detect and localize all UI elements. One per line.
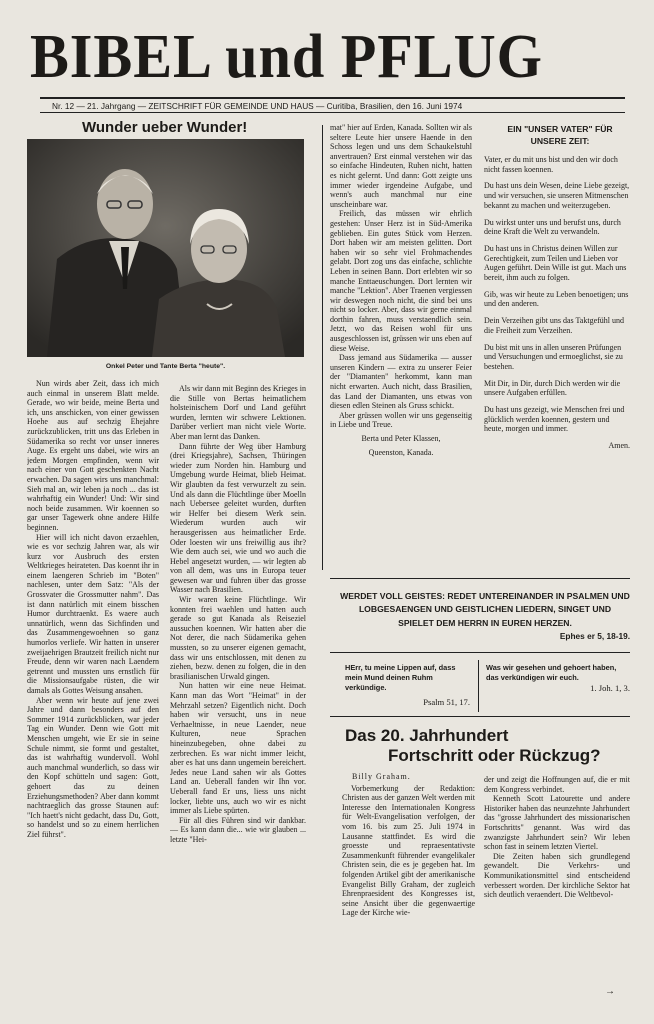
box-john-ref: 1. Joh. 1, 3. xyxy=(590,683,630,693)
poem-stanza: Du wirkst unter uns und berufst uns, durch deine Kraft die Welt zu verwandeln. xyxy=(484,217,621,237)
poem-stanza: Dein Verzeihen gibt uns das Taktgefühl und die Freiheit zum Verzeihen. xyxy=(484,316,625,335)
paragraph: Für all dies Führen sind wir dankbar. — Es kann dann die... wie wir glauben ... letzte "Hei- xyxy=(170,815,306,844)
signature-place: Queenston, Kanada. xyxy=(368,447,434,457)
paragraph: der und zeigt die Hoffnungen auf, die er mit dem Kongress verbindet. xyxy=(484,775,630,794)
column-divider xyxy=(322,125,323,570)
paragraph: Dass jemand aus Südamerika — ausser unseren Kindern — extra zu unserer Feier der "Diamanten" herkommt, kann man nicht erwarten. Auch nicht, dass Brasilien, das Land der Diamanten, uns etwas von diesen edlen Steinen als Gruss schickt. xyxy=(330,353,472,411)
poem-body xyxy=(484,155,630,555)
masthead-title: BIBEL und PFLUG xyxy=(30,23,543,91)
box-john xyxy=(486,663,630,713)
article2-title-line2: Fortschritt oder Rückzug? xyxy=(388,746,601,765)
paragraph: Nun hatten wir eine neue Heimat. Kann man das Wort "Heimat" in der Mehrzahl setzen? Eigentlich nicht. Doch haben wir versucht, uns in neue Verhaeltnisse, in neue Laender, neue Kulturen, neue Sprachen hineinzubegeben, ohne dabei zu zerbrechen. Es war nicht immer leicht, aber es hat uns dann ungemein bereichert. Jedes neue Land sahen wir als Gottes Land an. Ueberall fanden wir Ihn vor. Ueberall fand Er uns, liess uns nicht locker, liebte uns, auch wo wir es nicht immer als Liebe spürten. xyxy=(170,681,306,816)
poem-amen: Amen. xyxy=(608,441,630,451)
box-psalm-text: HErr, tu meine Lippen auf, dass mein Mund deinen Ruhm verkündige. xyxy=(345,663,456,692)
photo-image xyxy=(27,139,304,357)
paragraph: Hier will ich nicht davon erzaehlen, wie es vor sechzig Jahren war, als wir kurz vor Ausbruch des ersten Weltkrieges heirateten. Das koennt ihr in einem laengeren Schrieb im "Boten" nachlesen, unter dem Satz: "Als der Grossvater die Grossmutter nahm". Das ist dann natürlich mit einem bisschen Humor durchtraenkt. Es waere auch unnatürlich, wenn das Sichfinden und das Zusammengewoehnen so ganz humorlos verliefe. Wir hatten in unserer zweijaehrigen Brautzeit freilich nicht nur Freude, denn wir waren nach Laendern getrennt und mussten uns ernstlich für die Missionsaufgabe rüsten, die wir damals als Gottes Weisung ansahen. xyxy=(27,532,159,695)
photo-caption: Onkel Peter und Tante Berta "heute". xyxy=(105,363,226,370)
article-headline: Wunder ueber Wunder! xyxy=(82,119,248,136)
poem-stanza: Gib, was wir heute zu Leben benoetigen; uns und den anderen. xyxy=(484,289,629,309)
issue-line: Nr. 12 — 21. Jahrgang — ZEITSCHRIFT FÜR GEMEINDE UND HAUS — Curitiba, Brasilien, den 16. Juni 1974 xyxy=(52,101,463,111)
poem-stanza: Mit Dir, in Dir, durch Dich werden wir die unsere Aufgaben erfüllen. xyxy=(484,378,621,398)
section-rule xyxy=(330,652,630,653)
paragraph: mat" hier auf Erden, Kanada. Sollten wir als seltere Leute hier unsere Haende in den Schoss legen und uns dem Schaukelstuhl anvertrauen? Erst einmal verstehen wir das so einfache Hindeuten, Ruhen nicht, hatten es nicht gelernt. Und dann: Gott zeigte uns immer wieder irgendeine Aufgabe, und wenn's auch manchmal nur eine unscheinbare war. xyxy=(330,123,472,209)
box-psalm-ref: Psalm 51, 17. xyxy=(423,697,470,707)
masthead-rule-top xyxy=(40,97,625,99)
poem-stanza: Du hast uns in Christus deinen Willen zur Gerechtigkeit, zum Teilen und Lieben vor Augen geführt. Dein Wille ist gut. Mach uns bereit, ihm auch zu folgen. xyxy=(484,243,627,283)
poem-stanza: Du hast uns dein Wesen, deine Liebe gezeigt, und wir versuchen, sie unseren Mitmenschen bekannt zu machen und weiterzugeben. xyxy=(484,181,630,210)
article-column-1 xyxy=(27,379,159,989)
paragraph: Aber wenn wir heute auf jene zwei Jahre und dann besonders auf den Sommer 1914 zurückblicken, war jeder Tag ein Wunder. Denn wie Gott mit Menschen umgeht, wie Er sie in seine Schule nimmt, sie formt und gestaltet, das ist wahrhaftig wundervoll. Wohl auch manchmal wunderlich, so dass wir den Kopf schütteln und sagen: Gott, gehoert das zu deinen Erziehungsmethoden? Aber dann kommt nachtraeglich das grosse Staunen auf: "Ich haett's nicht gedacht, dass Du, Gott, so handelst und so zu einem herrlichen Ziel führst". xyxy=(27,695,159,839)
article2-column-b xyxy=(484,775,630,985)
paragraph: Aber grüssen wollen wir uns gegenseitig in Liebe und Treue. xyxy=(330,410,472,430)
article2-title-line1: Das 20. Jahrhundert xyxy=(345,726,509,745)
paragraph: Dann führte der Weg über Hamburg (drei Kriegsjahre), Sachsen, Thüringen wieder zum Norden hin. Hamburg und Umgebung wurde Heimat, blieb Heimat. Wir glaubten da fest verwurzelt zu sein. Und als dann die Flüchtlinge über Moelln nach Uebersee geleitet wurden, durften wir Helfer bei diesem Werk sein. Wiederum wurden auch wir herausgerissen aus heimatlicher Erde. Oder loesten wir uns freiwillig aus ihr? Wie dem auch sei, wie und wo auch die Hebel angesetzt wurden, — wir legten ab von all dem, was uns in Europa teuer gewesen war und fuhren über das grosse Wasser nach Brasilien. xyxy=(170,441,306,595)
poem-heading: EIN "UNSER VATER" FÜR UNSERE ZEIT: xyxy=(507,124,613,146)
article2-column-a xyxy=(342,772,475,987)
box-john-text: Was wir gesehen und gehoert haben, das verkündigen wir euch. xyxy=(486,663,617,682)
paragraph: Wir waren keine Flüchtlinge. Wir konnten frei waehlen und hatten auch gerade so gut Kanada als Reiseziel aussuchen koennen. Wir hatten aber die Not derer, die nach Südamerika gehen mussten, so zu unserer eigenen gemacht, dass wir uns entschlossen, mit denen zu ziehen, bezw. denen zu folgen, die in den brasilianischen Urwald gingen. xyxy=(170,595,306,681)
paragraph: Freilich, das müssen wir ehrlich gestehen: Unser Herz ist in Süd-Amerika geblieben. Ein gutes Stück vom Herzen. Dort haben wir am meisten gelitten. Dort haben wir so sehr viel Frohmachendes gelabt. Dort zog uns das einfache, schlichte Leben in seinen Bann. Dort erlebten wir so manche Enttaeuschungen. Dort lernten wir manche "Lektion". Aber Traenen vergiessen wir deswegen noch nicht, die sind bei uns nicht so locker. Aber, dass wir gerne einmal dorthin fahren, muss verstaendlich sein. Jetzt, wo das Reisen wohl für uns ausgeschlossen ist, grüssen wir uns eben auf diese Weise. xyxy=(330,209,472,353)
verse-reference: Ephes er 5, 18-19. xyxy=(559,630,630,641)
verse-text: WERDET VOLL GEISTES: REDET UNTEREINANDER IN PSALMEN UND LOBGESAENGEN UND GEISTLICHEN LIEDERN, SINGET UND SPIELET DEM HERRN IN EUREN HERZEN. xyxy=(340,591,630,628)
paragraph: Als wir dann mit Beginn des Krieges in die Stille von Bertas heimatlichem holsteinischem Dorf und Land geführt wurden, lernten wir schwere Lektionen. Darüber verliert man nicht viele Worte. Aber man lernt das Danken. xyxy=(170,384,306,441)
paragraph: Nun wirds aber Zeit, dass ich mich auch einmal in unserem Blatt melde. Gerade, wo wir beide, meine Berta und ich, uns anschicken, von einer gewissen Hoehe aus auf sechzig Ehejahre zurückzublicken, tritt uns das Erleben in Südamerika so recht vor unser inneres Auge. Es ergeht uns dabei, wie wirs an jedem Morgen empfinden, wenn wir nach einer von Gott geschenkten Nacht erwachen. Da sagen wirs uns manchmal: Sieh mal an, wir leben ja noch ... das ist wahrhaftig ein Wunder! Und: Wir sind noch beide zusammen. Wir koennen so gar unser Tagewerk ohne andere Hilfe beginnen. xyxy=(27,379,159,532)
poem-stanza: Du bist mit uns in allen unseren Prüfungen und Versuchungen und ermoeglichst, sie zu bestehen. xyxy=(484,342,623,371)
signature-names: Berta und Peter Klassen, xyxy=(361,434,441,443)
poem-stanza: Du hast uns gezeigt, wie Menschen frei und glücklich werden koennen, gestern und heute, morgen und immer. xyxy=(484,405,625,434)
article2-author: Billy Graham. xyxy=(352,772,411,781)
scripture-verse xyxy=(340,590,630,650)
article-column-2 xyxy=(170,384,306,989)
article-column-3 xyxy=(330,123,472,573)
paragraph: Vorbemerkung der Redaktion: Christen aus der ganzen Welt werden mit Interesse den Internationalen Kongress für Welt-Evangelisation verfolgen, der vom 16. bis zum 25. Juli 1974 in Lausanne stattfindet. Es wird die groesste und repraesentativste Zusammenkunft führender evangelikaler Christen sein, die es je gegeben hat. Im folgenden Artikel gibt der amerikanische Evangelist Billy Graham, der zugleich Ehrenpraesident des Kongresses ist, seine Ansicht über die gegenwaertige Lage der Kirche wie- xyxy=(342,783,475,918)
poem-stanza: Vater, er du mit uns bist und den wir doch nicht fassen koennen. xyxy=(484,155,618,174)
photo-onkel-tante xyxy=(27,139,304,357)
section-rule xyxy=(330,578,630,579)
masthead-rule-bottom xyxy=(40,112,625,113)
paragraph: Kenneth Scott Latourette und andere Historiker haben das neunzehnte Jahrhundert das "grosse Jahrhundert des missionarischen Fortschritts" genannt. Was wird das zwanzigste Jahrhundert sein? Wir leben schon fast in seinem letzten Viertel. xyxy=(484,794,630,852)
section-rule xyxy=(330,716,630,717)
paragraph: Die Zeiten haben sich grundlegend gewandelt. Die Verkehrs- und Kommunikationsmittel sind entscheidend verbessert worden. Der kirchliche Sektor hat sich deutlich veraendert. Die Weltbevol- xyxy=(484,851,630,900)
continue-arrow-icon: → xyxy=(605,986,615,997)
box-psalm xyxy=(345,663,470,713)
box-divider xyxy=(478,660,479,712)
